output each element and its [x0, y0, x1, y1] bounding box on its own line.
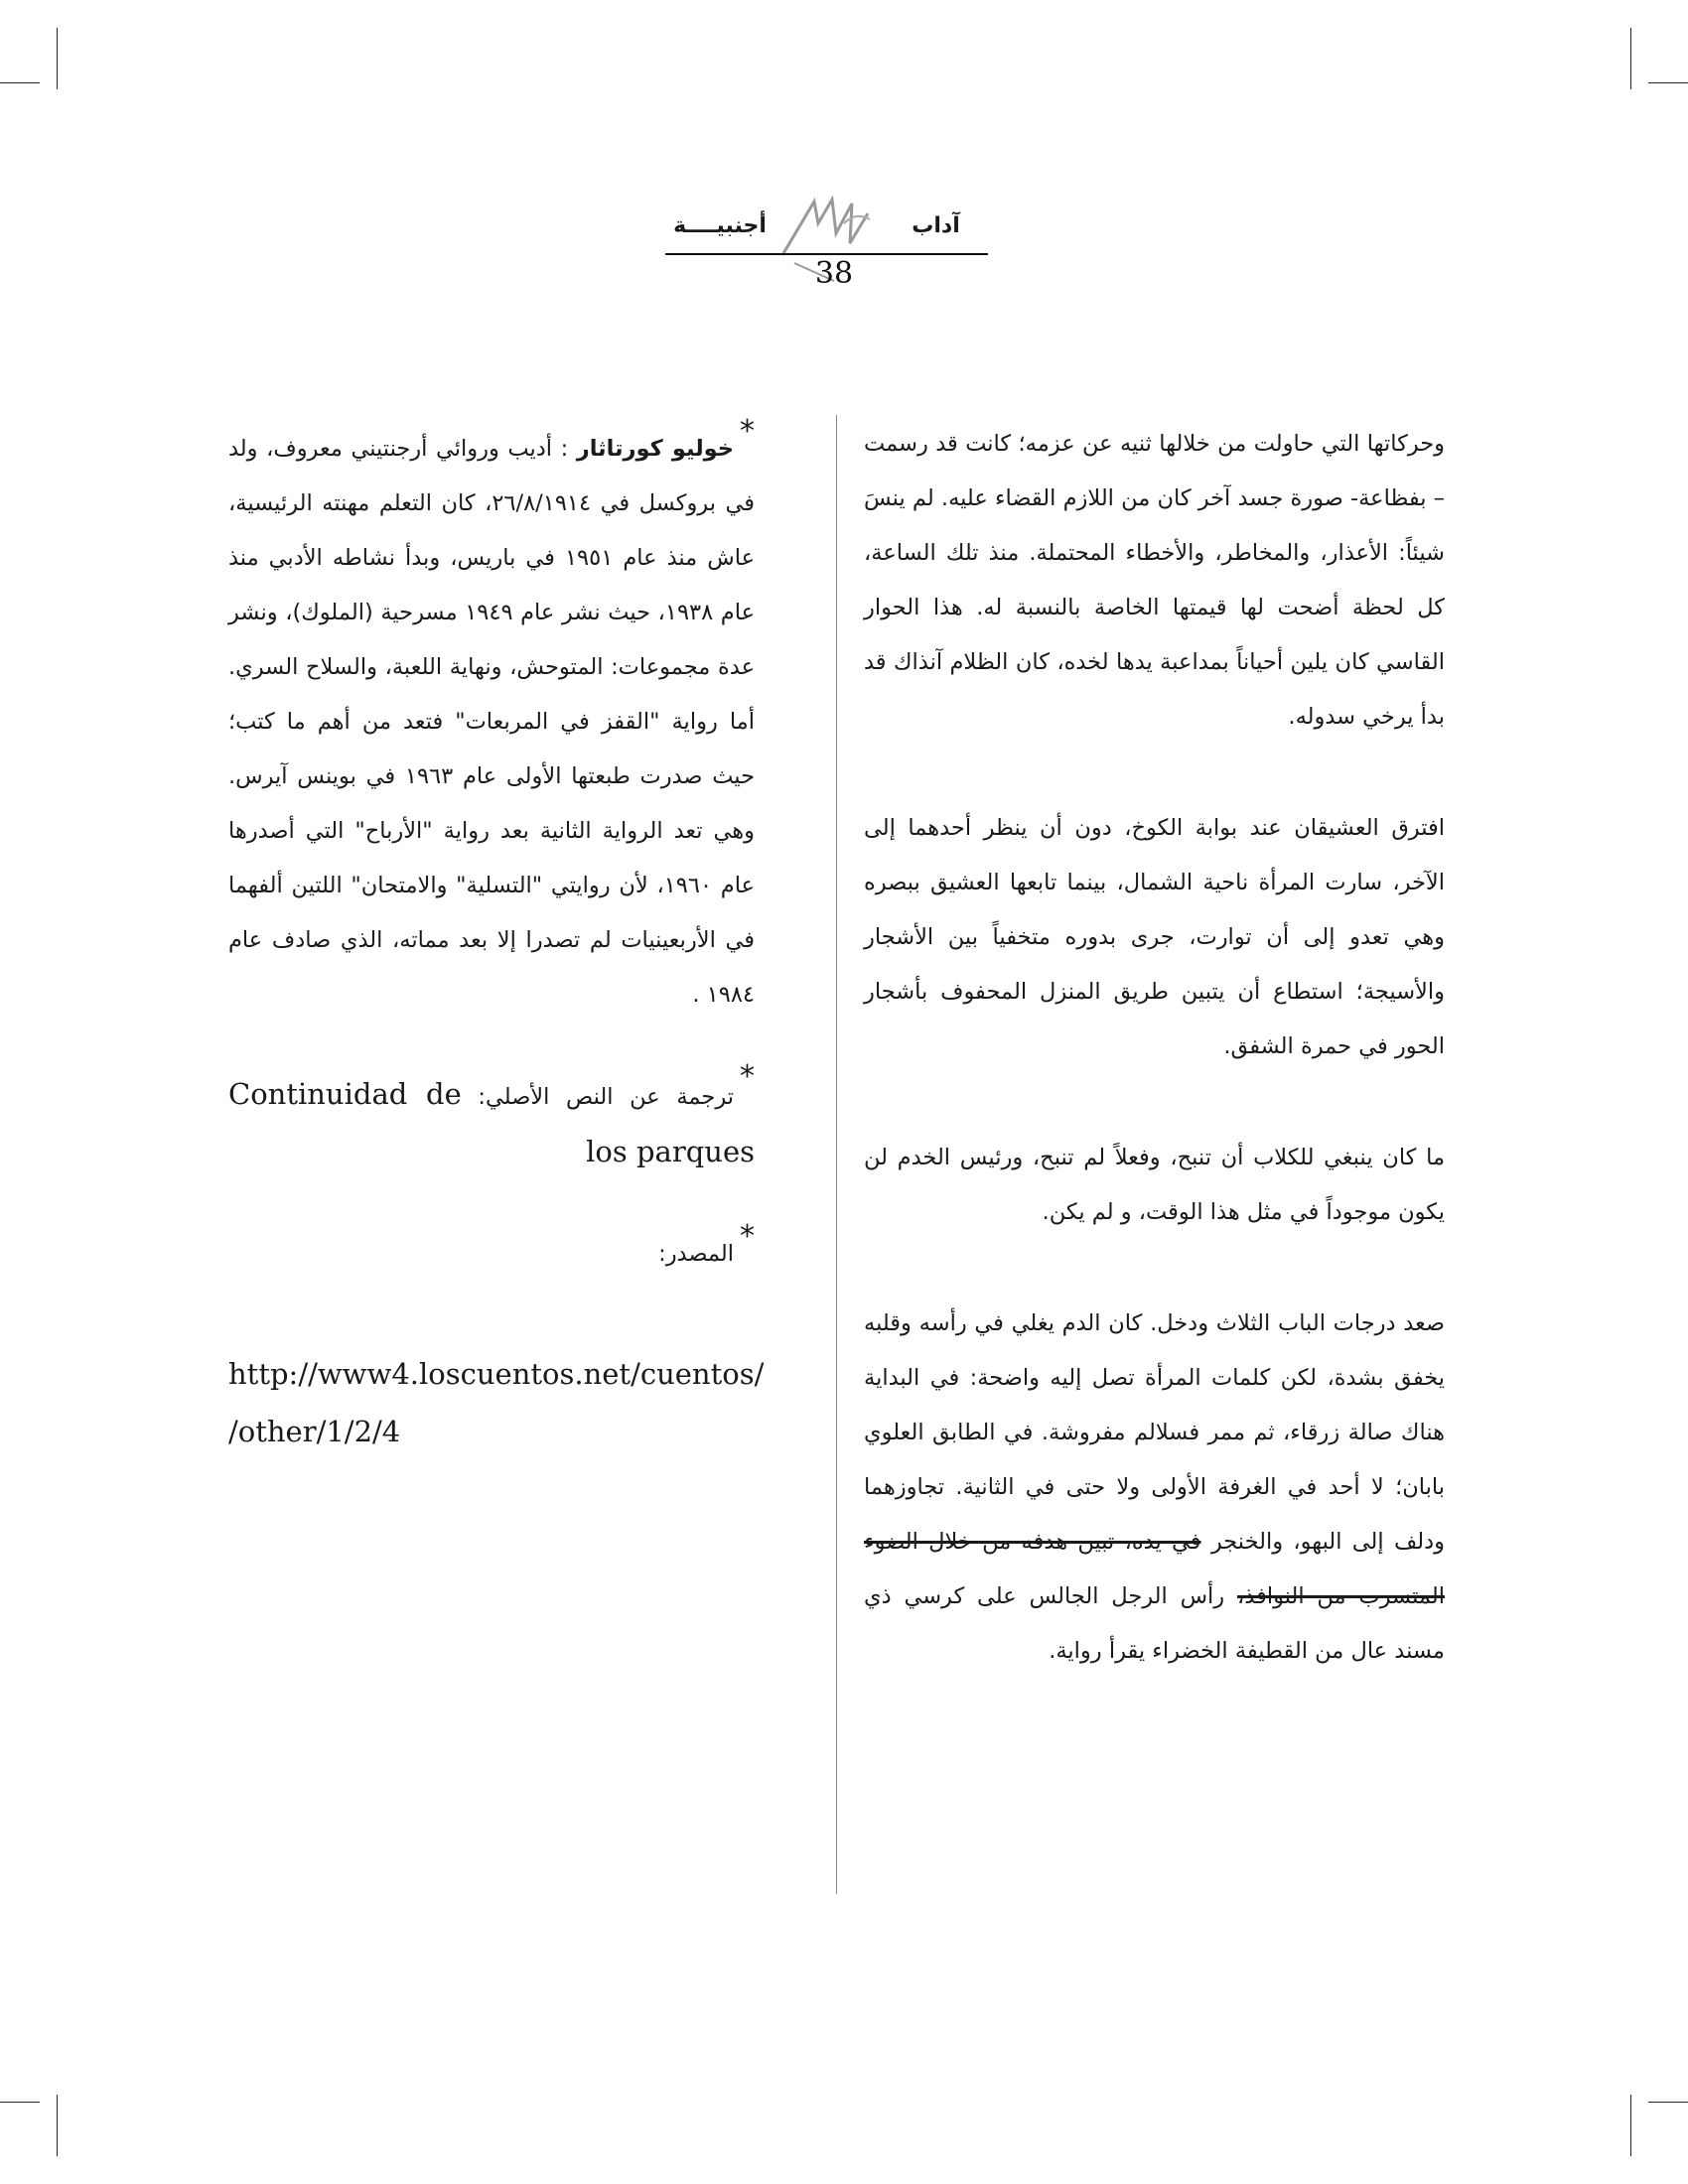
story-paragraph: افترق العشيقان عند بوابة الكوخ، دون أن ينظر أحدهما إلى الآخر، سارت المرأة ناحية الشمال، بينما تابعها العشيق ببصره وهي تعدو إلى أن توارت، جرى بدوره متخفياً بين الأشجار والأسيجة؛ استطاع أن يتبين طريق المنزل المحفوف بأشجار الحور في حمرة الشفق.: [864, 815, 1445, 1059]
footnote-star: *: [740, 414, 755, 449]
header-rule: [665, 253, 988, 255]
story-column: [864, 417, 1445, 1679]
translation-label: ترجمة عن النص الأصلي:: [478, 1084, 734, 1110]
source-url-line[interactable]: http://www4.loscuentos.net/cuentos/: [228, 1357, 765, 1391]
story-paragraph: وحركاتها التي حاولت من خلالها ثنيه عن عزمه؛ كانت قد رسمت – بفظاعة- صورة جسد آخر كان من اللازم القضاء عليه. لم ينسَ شيئاً: الأعذار، والمخاطر، والأخطاء المحتملة. منذ تلك الساعة، كل لحظة أضحت لها قيمتها الخاصة بالنسبة له. هذا الحوار القاسي كان يلين أحياناً بمداعبة يدها لخده، كان الظلام آنذاك قد بدأ يرخي سدوله.: [864, 431, 1445, 730]
author-footnote: [228, 414, 756, 1023]
crop-mark: [57, 28, 58, 89]
footnote-star: *: [740, 1059, 755, 1094]
story-paragraph: ما كان ينبغي للكلاب أن تنبح، وفعلاً لم تنبح، ورئيس الخدم لن يكون موجوداً في مثل هذا الوقت، و لم يكن.: [864, 1145, 1445, 1225]
header-section-right: آداب: [912, 213, 960, 238]
page-number: 38: [814, 256, 854, 291]
original-title: Continuidad de los parques: [228, 1077, 755, 1168]
header-section-left: أجنبيــــة: [673, 213, 767, 238]
footnote-star: *: [740, 1219, 755, 1254]
column-divider: [836, 415, 837, 1894]
crop-mark: [1648, 2102, 1688, 2103]
crop-mark: [57, 2095, 58, 2156]
struck-line: في يده، تبين هدفه من خلال الضوء المتسرب من النوافذ،: [864, 1529, 1445, 1609]
crop-mark: [1648, 82, 1688, 83]
source-label: المصدر:: [658, 1241, 734, 1267]
translation-footnote: [228, 1059, 755, 1182]
crop-mark: [0, 82, 40, 83]
closing-text: رأس الرجل الجالس على كرسي ذي مسند عال من القطيفة الخضراء يقرأ رواية.: [864, 1583, 1445, 1664]
crop-mark: [1630, 2095, 1631, 2156]
source-url-line[interactable]: /other/1/2/4: [228, 1415, 401, 1448]
story-paragraph: صعد درجات الباب الثلاث ودخل. كان الدم يغلي في رأسه وقلبه يخفق بشدة، لكن كلمات المرأة تصل إليه واضحة: في البداية هناك صالة زرقاء، ثم ممر فسلالم مفروشة. في الطابق العلوي بابان؛ لا أحد في الغرفة الأولى ولا حتى في الثانية. تجاوزهما ودلف إلى البهو، والخنجر: [864, 1310, 1445, 1555]
footnotes-column: [228, 414, 756, 1326]
author-name: خوليو كورتاثار: [576, 436, 734, 462]
crop-mark: [1630, 28, 1631, 89]
source-footnote: [228, 1219, 755, 1282]
source-url[interactable]: [228, 1345, 765, 1460]
author-bio: : أديب وروائي أرجنتيني معروف، ولد في بروكسل في ٢٦/٨/١٩١٤، كان التعلم مهنته الرئيسية، عاش منذ عام ١٩٥١ في باريس، وبدأ نشاطه الأدبي منذ عام ١٩٣٨، حيث نشر عام ١٩٤٩ مسرحية (الملوك)، ونشر عدة مجموعات: المتوحش، ونهاية اللعبة، والسلاح السري. أما رواية "القفز في المربعات" فتعد من أهم ما كتب؛ حيث صدرت طبعتها الأولى عام ١٩٦٣ في بوينس آيرس. وهي تعد الرواية الثانية بعد رواية "الأرباح" التي أصدرها عام ١٩٦٠، لأن روايتي "التسلية" والامتحان" اللتين ألفهما في الأربعينيات لم تصدرا إلا بعد مماته، الذي صادف عام ١٩٨٤ .: [228, 436, 756, 1008]
story-paragraph-final: [864, 1297, 1445, 1679]
crop-mark: [0, 2102, 40, 2103]
